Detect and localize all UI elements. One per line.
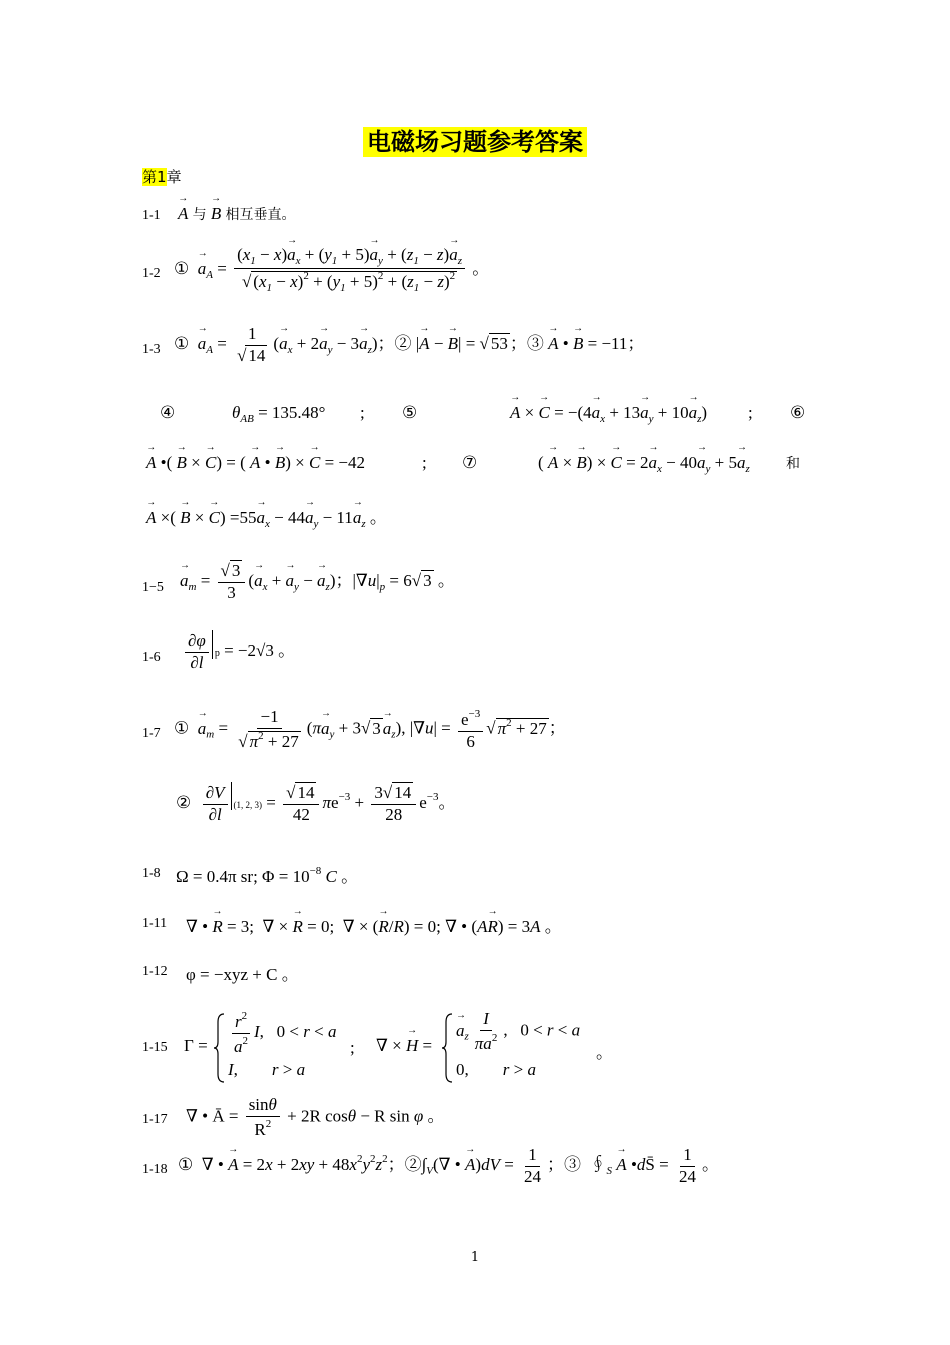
answer-1-1: → A 与 → B 相互垂直。 — [178, 204, 296, 224]
page-title: 电磁场习题参考答案 — [0, 122, 950, 157]
problem-label: 1-17 — [142, 1112, 168, 1127]
answer-1-11: ∇ • → R = 3; ∇ × → R = 0; ∇ × (→ R/R) = 0; ∇ • (A→ R) = 3A 。 — [186, 912, 562, 937]
answer-1-17: ∇ • Ā = $\frac{\sin\theta}{R^2}$ + 2R cosθ − R sin φ 。 — [186, 1095, 445, 1139]
answer-1-2: ① → $a_A$ = $\frac{(x_1 - x)\to a_x + (y_1 + 5)\to a_y + (z_1 - z)\to a_z}{√ (x_1 - x)^2 + (y_1 + 5)^2 + (z_1 - z)^2}$ 。 — [174, 246, 489, 294]
answer-1-8: Ω = 0.4π sr; $\Phi = 10^{-8}$ C 。 — [176, 865, 359, 886]
problem-label: 1-11 — [142, 916, 168, 931]
answer-1-3-line4: → A ×( → B × → $C) =55\to a_x - 44\to a_y - 11\to a_z$ 。 — [146, 503, 387, 530]
answer-1-6: $\frac{\partial\varphi}{\partial l}$ p = −2√3 。 — [182, 632, 295, 672]
problem-label: 1-8 — [142, 866, 161, 881]
answer-1-3: ① → $a_A$ = $\frac{1}{√ 14}$ (→ $a_x + 2\to a_y - 3\to a_z$)；② |→ A − → B| = √ 53 ；③ → A • → B = −11； — [174, 325, 644, 365]
answer-1-5: → $a_m$ = $\frac{√ 3}{3}$ (→ $a_x$ + → $a_y$ − → $a_z$)；$|\nabla u|_p = 6√$ 3 。 — [180, 562, 455, 602]
answer-1-12: φ = −xyz + C 。 — [186, 965, 299, 984]
problem-label: 1-6 — [142, 650, 161, 665]
problem-label: 1-2 — [142, 266, 161, 281]
problem-label: 1-12 — [142, 964, 168, 979]
problem-label: 1−5 — [142, 580, 164, 595]
problem-label: 1-18 — [142, 1162, 168, 1177]
answer-1-7-part2: ② $\frac{\partial V}{\partial l}$ (1, 2, 3) = $\frac{√ 14}{42}$ $\pi e^{-3}$ + $\frac{3√ 14}{28}$ $e^{-3}$。 — [176, 783, 456, 824]
chapter-heading: 第1章 — [142, 168, 182, 186]
problem-label: 1-15 — [142, 1040, 168, 1055]
answer-1-7: ① → $a_m$ = $\frac{-1}{√ \pi^2 + 27}$ ($\pi\to a_y + 3√$ $3\to a_z$), |∇u| = $\frac{e^{-3}}{6}$ √ $\pi^2 + 27$ ； — [174, 708, 566, 751]
problem-label: 1-3 — [142, 342, 161, 357]
problem-label: 1-1 — [142, 208, 161, 223]
problem-label: 1-7 — [142, 726, 161, 741]
page-number: 1 — [470, 1250, 480, 1265]
answer-1-18: ① ∇ • → $A = 2x + 2xy + 48x^2y^2z^2$；$②\int_V(\nabla$ • → A)dV = $\frac{1}{24}$ ；③ $∮_S \to A$ •dS̄ = $\frac{1}{24}$ 。 — [178, 1146, 719, 1186]
